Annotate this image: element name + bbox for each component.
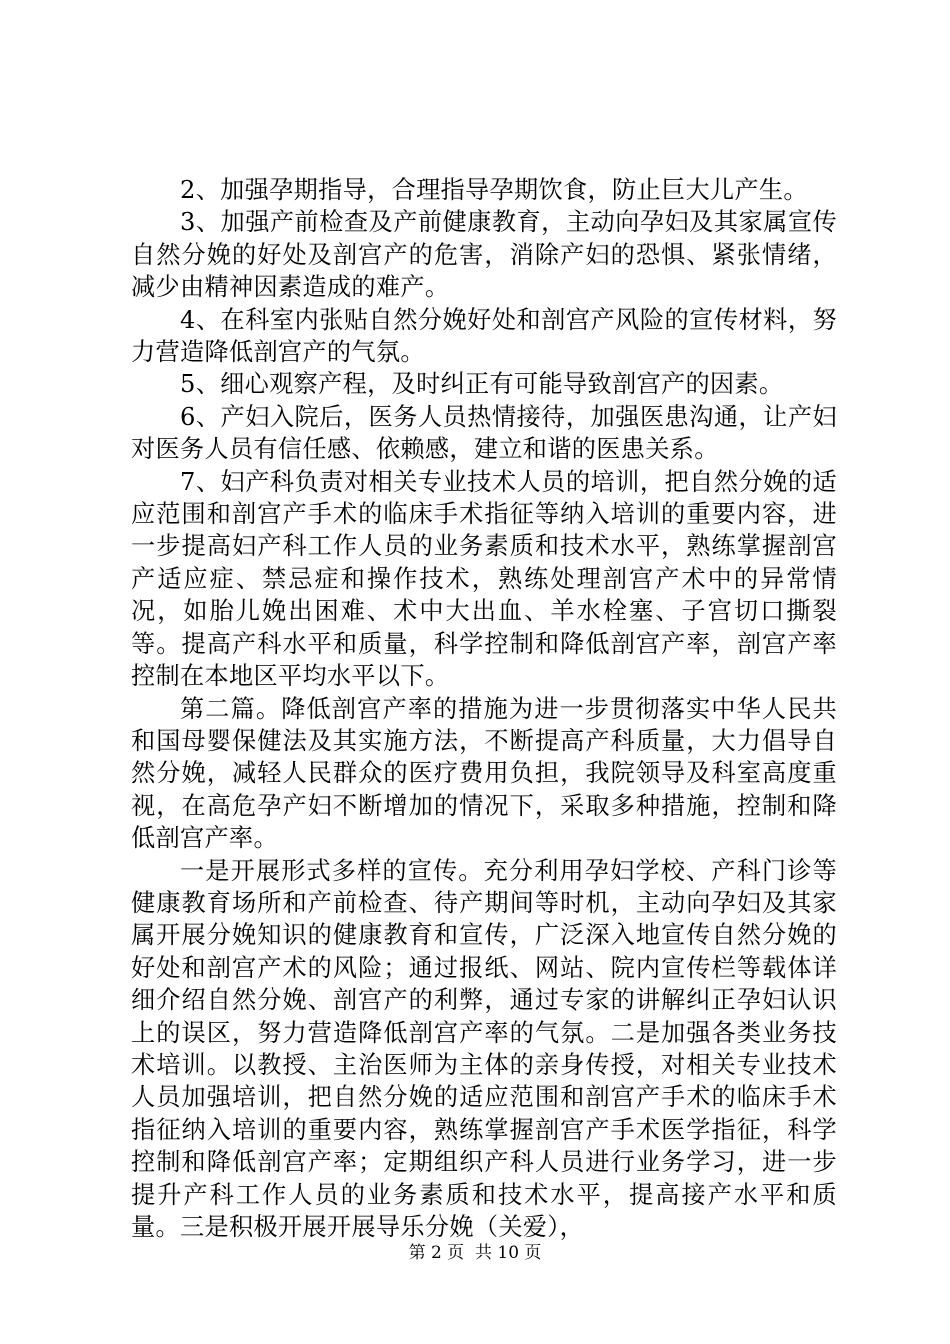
paragraph-5: 6、产妇入院后，医务人员热情接待，加强医患沟通，让产妇对医务人员有信任感、依赖感，建立和谐的医患关系。 bbox=[131, 402, 837, 464]
page-footer bbox=[0, 1242, 950, 1264]
page-number-label: 第 2 页 共 10 页 bbox=[408, 1243, 542, 1263]
paragraph-8: 一是开展形式多样的宣传。充分利用孕妇学校、产科门诊等健康教育场所和产前检查、待产期间等时机，主动向孕妇及其家属开展分娩知识的健康教育和宣传，广泛深入地宣传自然分娩的好处和剖宫产术的风险；通过报纸、网站、院内宣传栏等载体详细介绍自然分娩、剖宫产的利弊，通过专家的讲解纠正孕妇认识上的误区，努力营造降低剖宫产率的气氛。二是加强各类业务技术培训。以教授、主治医师为主体的亲身传授，对相关专业技术人员加强培训，把自然分娩的适应范围和剖宫产手术的临床手术指征纳入培训的重要内容，熟练掌握剖宫产手术医学指征，科学控制和降低剖宫产率；定期组织产科人员进行业务学习，进一步提升产科工作人员的业务素质和技术水平，提高接产水平和质量。三是积极开展开展导乐分娩（关爱）， bbox=[131, 856, 837, 1241]
document-body bbox=[131, 174, 837, 1243]
paragraph-2: 3、加强产前检查及产前健康教育，主动向孕妇及其家属宣传自然分娩的好处及剖宫产的危害，消除产妇的恐惧、紧张情绪，减少由精神因素造成的难产。 bbox=[131, 208, 837, 302]
paragraph-7: 第二篇。降低剖宫产率的措施为进一步贯彻落实中华人民共和国母婴保健法及其实施方法，不断提高产科质量，大力倡导自然分娩，减轻人民群众的医疗费用负担，我院领导及科室高度重视，在高危孕产妇不断增加的情况下，采取多种措施，控制和降低剖宫产率。 bbox=[131, 694, 837, 853]
paragraph-6: 7、妇产科负责对相关专业技术人员的培训，把自然分娩的适应范围和剖宫产手术的临床手术指征等纳入培训的重要内容，进一步提高妇产科工作人员的业务素质和技术水平，熟练掌握剖宫产适应症、禁忌症和操作技术，熟练处理剖宫产术中的异常情况，如胎儿娩出困难、术中大出血、羊水栓塞、子宫切口撕裂等。提高产科水平和质量，科学控制和降低剖宫产率，剖宫产率控制在本地区平均水平以下。 bbox=[131, 467, 837, 691]
paragraph-1: 2、加强孕期指导，合理指导孕期饮食，防止巨大儿产生。 bbox=[180, 176, 808, 204]
paragraph-3: 4、在科室内张贴自然分娩好处和剖宫产风险的宣传材料，努力营造降低剖宫产的气氛。 bbox=[131, 305, 837, 367]
paragraph-4: 5、细心观察产程，及时纠正有可能导致剖宫产的因素。 bbox=[180, 370, 784, 399]
